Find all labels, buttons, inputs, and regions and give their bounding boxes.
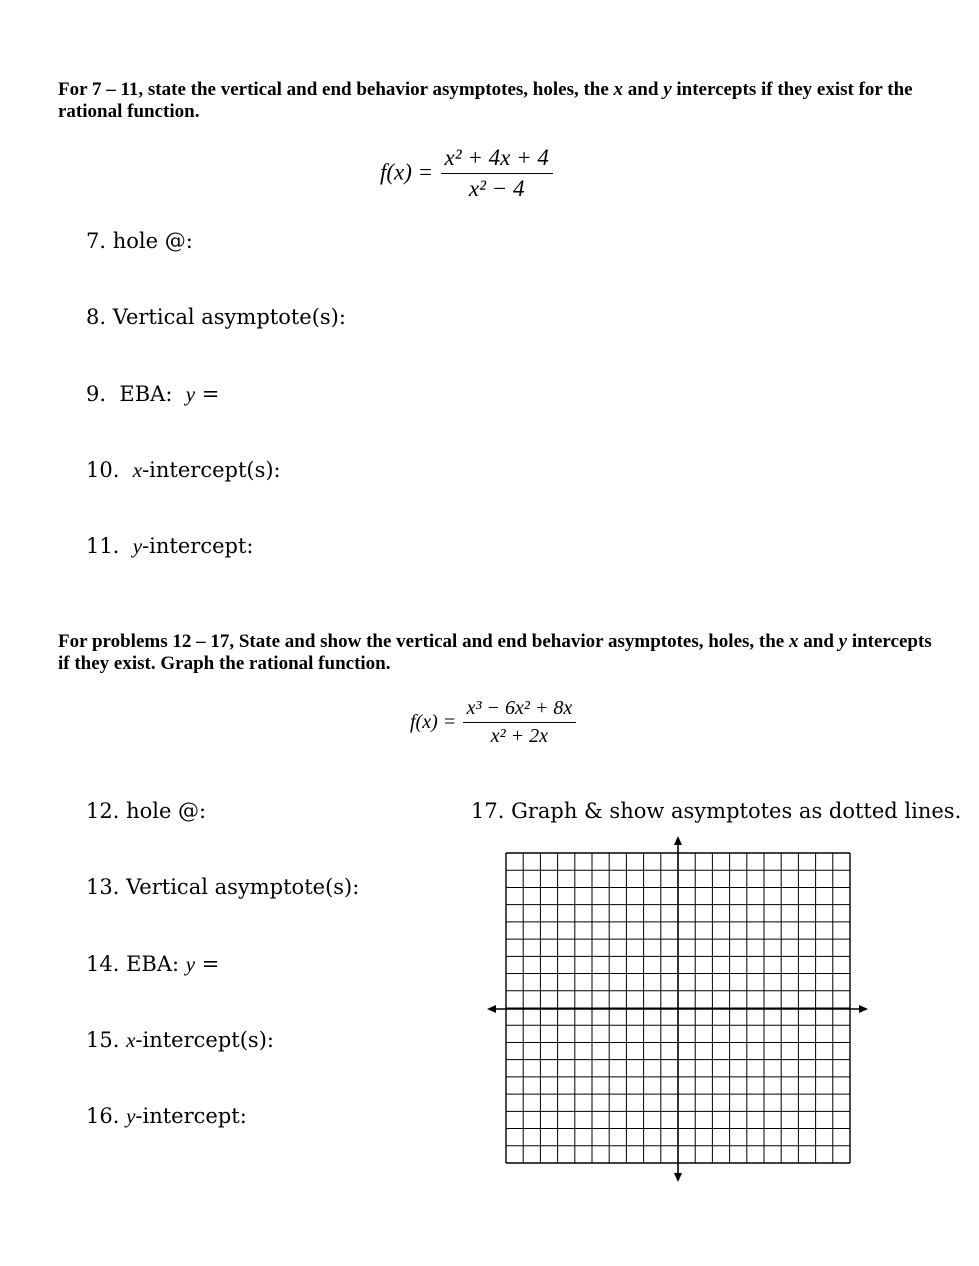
function-lhs: f(x) = bbox=[380, 159, 434, 185]
denominator: x² + 2x bbox=[490, 725, 549, 747]
question-15: 15. x-intercept(s): bbox=[86, 1028, 274, 1052]
y-axis-down-arrow-icon bbox=[674, 1173, 682, 1182]
function-lhs: f(x) = bbox=[410, 711, 457, 733]
instructions-12-17: For problems 12 – 17, State and show the vertical and end behavior asymptotes, holes, the x and y intercepts if they exist. Graph the rational function. bbox=[58, 631, 932, 674]
var-x: x bbox=[613, 79, 624, 100]
question-12: 12. hole @: bbox=[86, 799, 207, 823]
question-16: 16. y-intercept: bbox=[86, 1104, 247, 1128]
instructions-7-11: For 7 – 11, state the vertical and end behavior asymptotes, holes, the x and y intercepts if they exist for the rational function. bbox=[58, 79, 913, 122]
function-2 bbox=[410, 697, 576, 748]
y-axis-up-arrow-icon bbox=[674, 836, 682, 845]
function-1 bbox=[380, 145, 553, 202]
question-14: 14. EBA: y = bbox=[86, 952, 220, 976]
x-axis-left-arrow-icon bbox=[487, 1005, 496, 1013]
fraction bbox=[463, 697, 577, 748]
denominator: x² − 4 bbox=[468, 176, 525, 201]
var-x: x bbox=[789, 631, 799, 652]
var-y: y bbox=[663, 79, 672, 100]
question-9: 9. EBA: y = bbox=[86, 382, 220, 406]
question-8: 8. Vertical asymptote(s): bbox=[86, 305, 346, 329]
question-10: 10. x-intercept(s): bbox=[86, 458, 281, 482]
question-11: 11. y-intercept: bbox=[86, 534, 254, 558]
var-y: y bbox=[838, 631, 848, 652]
question-7: 7. hole @: bbox=[86, 229, 193, 253]
numerator: x² + 4x + 4 bbox=[441, 145, 553, 174]
question-17: 17. Graph & show asymptotes as dotted lines. bbox=[471, 799, 962, 823]
numerator: x³ − 6x² + 8x bbox=[463, 697, 577, 723]
question-13: 13. Vertical asymptote(s): bbox=[86, 875, 360, 899]
x-axis-right-arrow-icon bbox=[859, 1005, 868, 1013]
coordinate-grid[interactable] bbox=[485, 834, 870, 1184]
fraction bbox=[441, 145, 553, 202]
